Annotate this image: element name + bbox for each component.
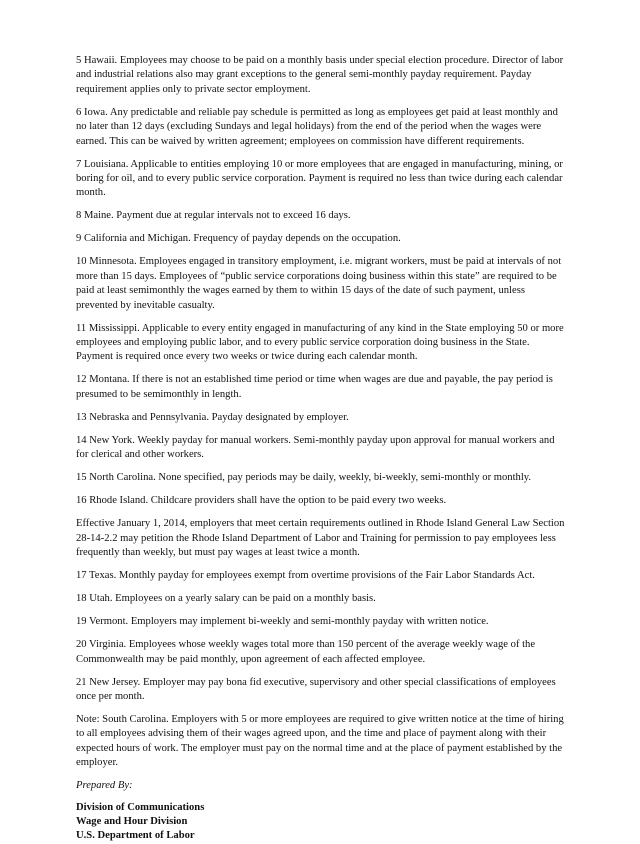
footnote-nebraska-pennsylvania: 13 Nebraska and Pennsylvania. Payday designated by employer. — [76, 411, 349, 423]
footnote-south-carolina-note: Note: South Carolina. Employers with 5 or more employees are required to give written notice at the time of hiring to all employees advising them of their wages agreed upon, and the time and place of payment along with their expected hours of work. The employer must pay on the normal time and at the place of payment established by the employer. — [76, 713, 564, 769]
footnote-rhode-island-effective: Effective January 1, 2014, employers that meet certain requirements outlined in Rhode Island General Law Section 28-14-2.2 may petition the Rhode Island Department of Labor and Training for permission to pay employees less frequently than weekly, but must pay wages at least twice a month. — [76, 518, 565, 559]
footnote-rhode-island: 16 Rhode Island. Childcare providers shall have the option to be paid every two weeks. — [76, 495, 447, 507]
footnote-vermont: 19 Vermont. Employers may implement bi-weekly and semi-monthly payday with written notice. — [76, 616, 489, 628]
footnote-iowa: 6 Iowa. Any predictable and reliable pay schedule is permitted as long as employees get paid at least monthly and no later than 12 days (excluding Sundays and legal holidays) from the end of the period when the wages were earned. This can be waived by written agreement; employees on commission have different requirements. — [76, 106, 558, 147]
footnote-louisiana: 7 Louisiana. Applicable to entities employing 10 or more employees that are engaged in manufacturing, mining, or boring for oil, and to every public service corporation. Payment is required no less than twice during each calendar month. — [76, 158, 563, 199]
footnote-minnesota: 10 Minnesota. Employees engaged in transitory employment, i.e. migrant workers, must be paid at intervals of not more than 15 days. Employees of “public service corporations doing business within this state” are required to be paid at least semimonthly the wages earned by them to within 15 days of the date of such payment, unless prevented by inevitable casualty. — [76, 256, 562, 311]
footnote-california-michigan: 9 California and Michigan. Frequency of payday depends on the occupation. — [76, 233, 401, 245]
footnote-new-jersey: 21 New Jersey. Employer may pay bona fid executive, supervisory and other special classifications of employees once per month. — [76, 676, 556, 702]
organization-block — [76, 801, 568, 844]
organization-department: U.S. Department of Labor — [76, 830, 195, 842]
footnote-maine: 8 Maine. Payment due at regular intervals not to exceed 16 days. — [76, 210, 351, 222]
organization-division: Division of Communications — [76, 801, 205, 813]
organization-wage-hour: Wage and Hour Division — [76, 815, 188, 827]
footnote-north-carolina: 15 North Carolina. None specified, pay periods may be daily, weekly, bi-weekly, semi-monthly or monthly. — [76, 472, 532, 484]
footnote-montana: 12 Montana. If there is not an established time period or time when wages are due and payable, the pay period is presumed to be semimonthly in length. — [76, 374, 553, 400]
footnote-mississippi: 11 Mississippi. Applicable to every entity engaged in manufacturing of any kind in the State employing 50 or more employees and employing public labor, and to every public service corporation doing business in the State. Payment is required once every two weeks or twice during each calendar month. — [76, 322, 564, 363]
document-page — [76, 54, 568, 844]
footnote-texas: 17 Texas. Monthly payday for employees exempt from overtime provisions of the Fair Labor Standards Act. — [76, 570, 535, 582]
prepared-by-label: Prepared By: — [76, 780, 133, 792]
footnote-hawaii: 5 Hawaii. Employees may choose to be paid on a monthly basis under special election procedure. Director of labor and industrial relations also may grant exceptions to the general semi-monthly payday requirement. Payday requirement applies only to private sector employment. — [76, 55, 564, 95]
footnote-utah: 18 Utah. Employees on a yearly salary can be paid on a monthly basis. — [76, 593, 376, 605]
footnote-virginia: 20 Virginia. Employees whose weekly wages total more than 150 percent of the average weekly wage of the Commonwealth may be paid monthly, upon agreement of each affected employee. — [76, 639, 536, 665]
footnote-new-york: 14 New York. Weekly payday for manual workers. Semi-monthly payday upon approval for manual workers and for clerical and other workers. — [76, 434, 555, 461]
